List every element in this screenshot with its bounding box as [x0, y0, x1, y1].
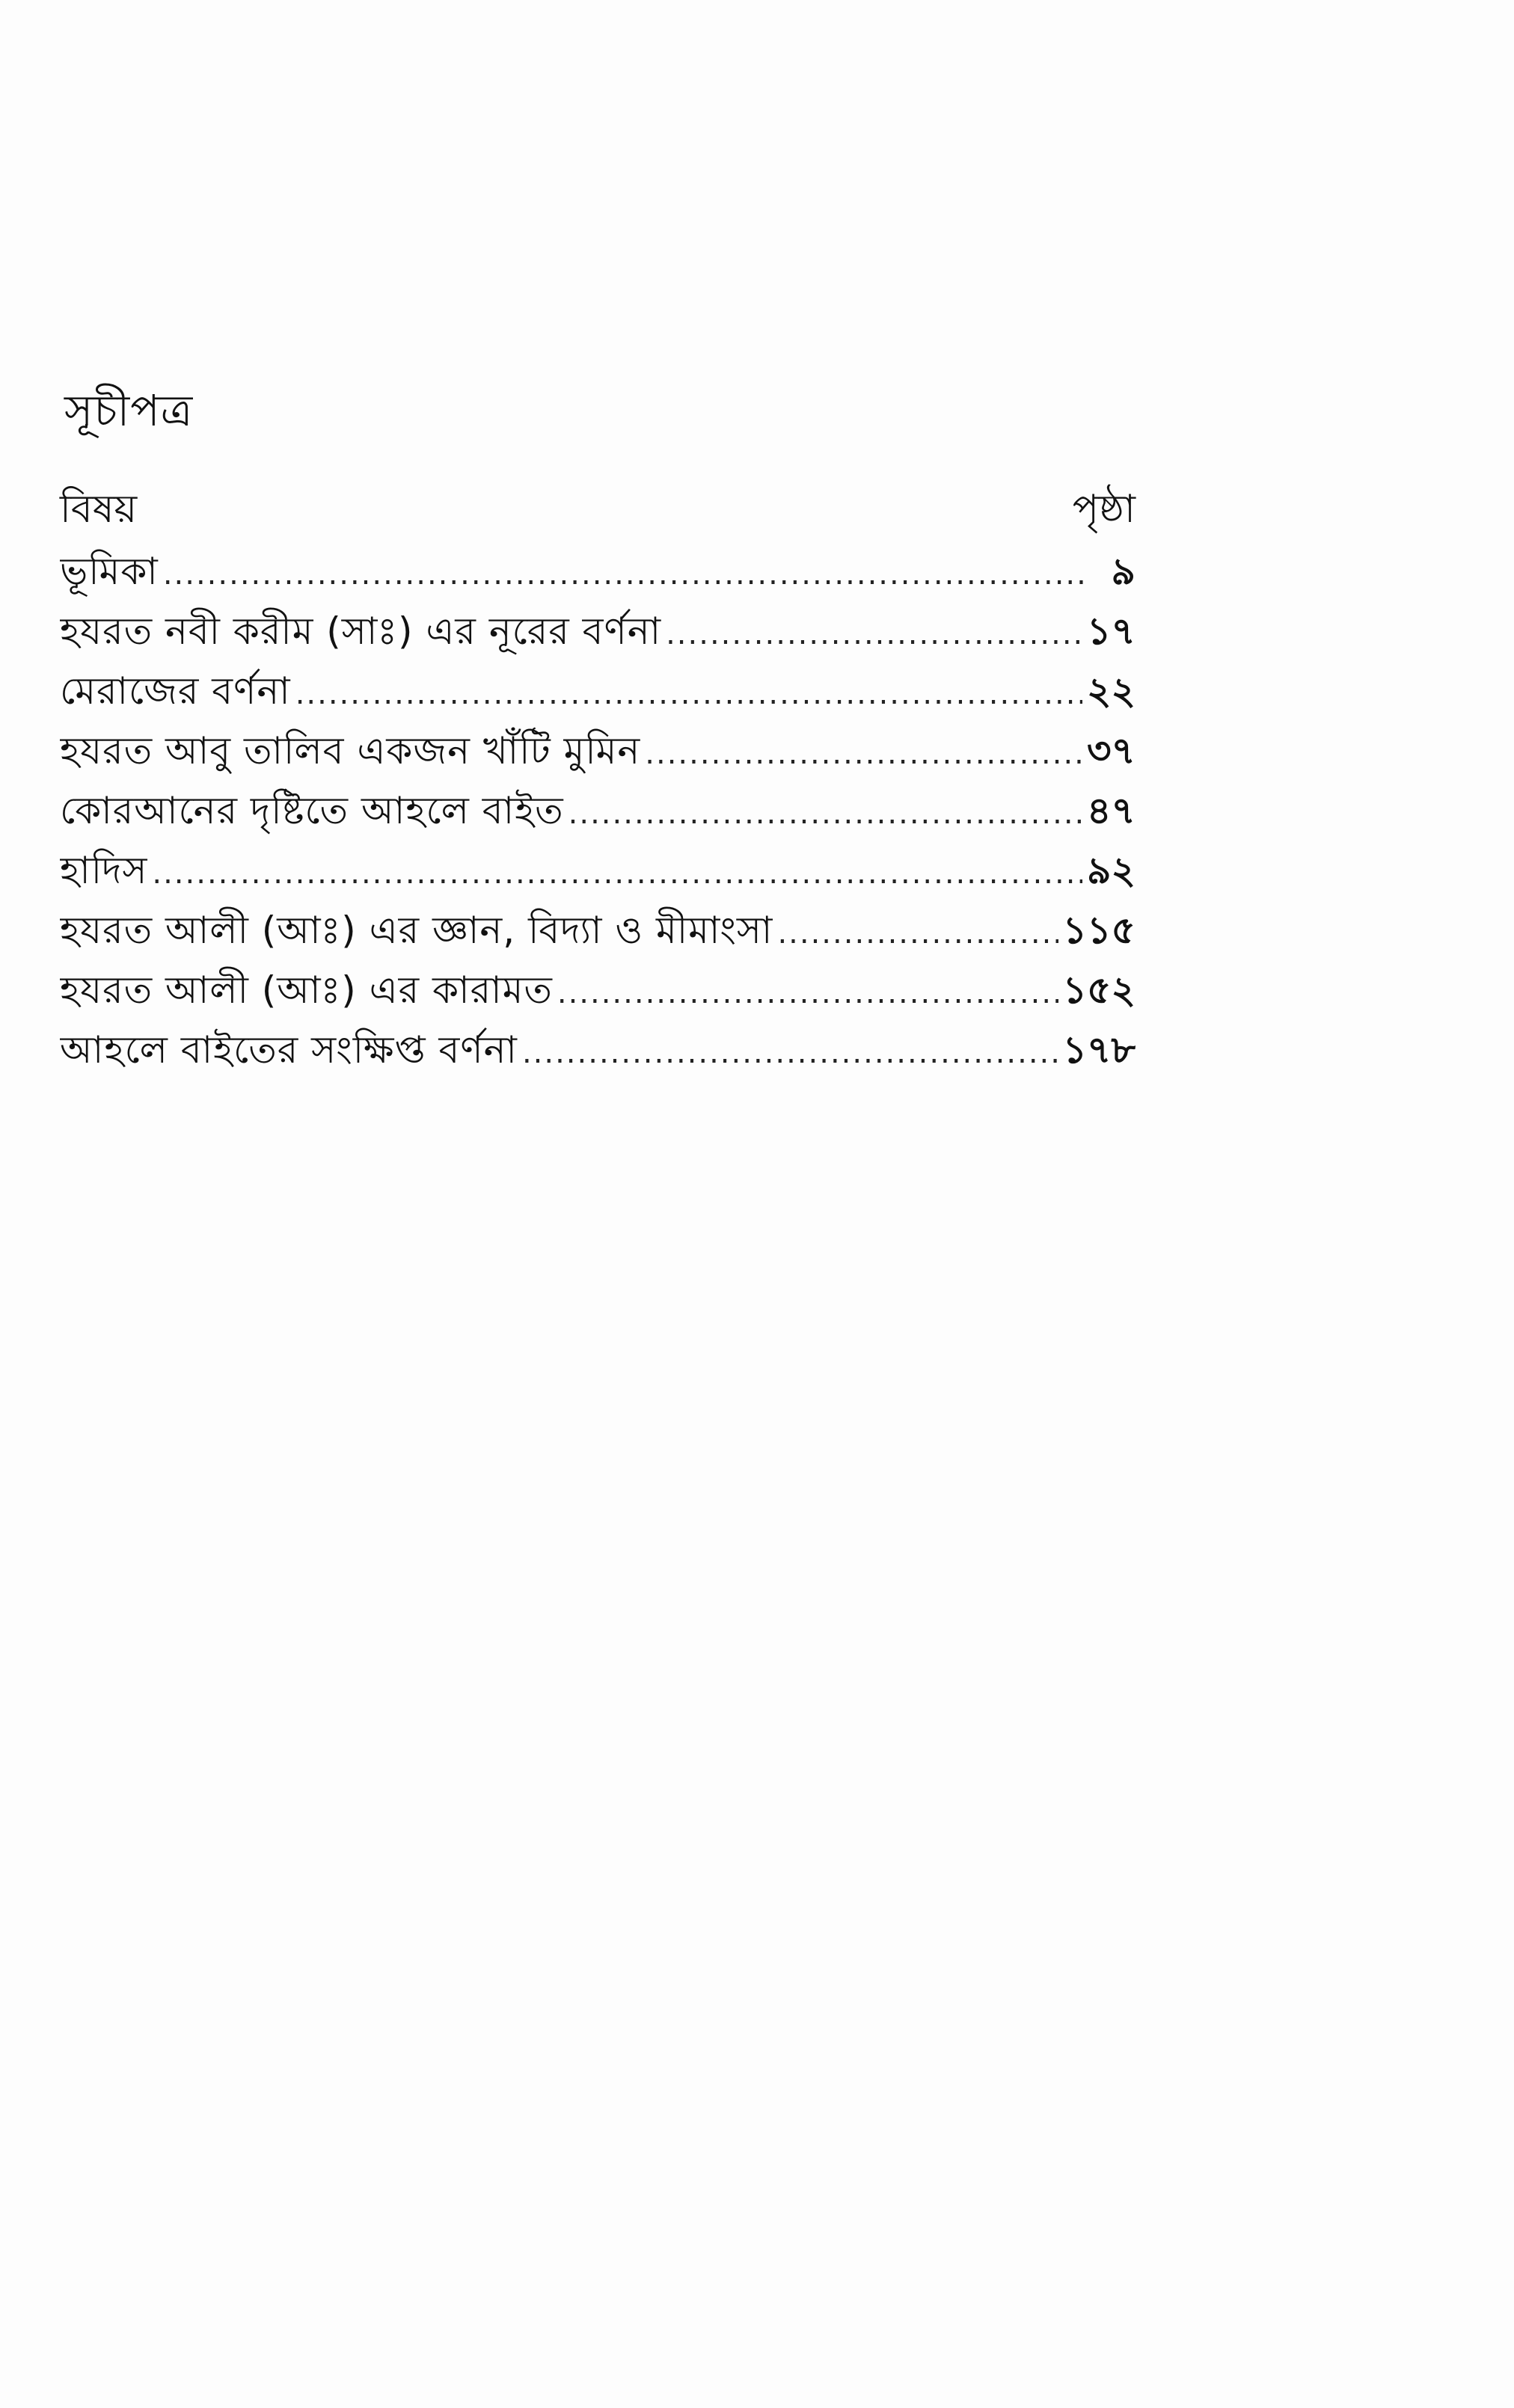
- dot-leader: [666, 604, 1082, 661]
- toc-entry-title: কোরআনের দৃষ্টিতে আহলে বাইত: [60, 789, 564, 832]
- toc-entry-page: ১৭৮: [1062, 1028, 1136, 1072]
- toc-entry-page: ১১৫: [1062, 909, 1136, 952]
- dot-leader: [645, 724, 1082, 781]
- toc-entry-title: হযরত আলী (আঃ) এর জ্ঞান, বিদ্যা ও মীমাংসা: [60, 909, 773, 952]
- toc-entry-hadith: [60, 841, 1136, 900]
- toc-header-page: পৃষ্ঠা: [1072, 487, 1136, 532]
- toc-entry-ahle-bait-summary: [60, 1020, 1136, 1080]
- toc-entry-title: হযরত আলী (আঃ) এর কারামত: [60, 968, 553, 1012]
- dot-leader: [777, 903, 1058, 960]
- dot-leader: [163, 544, 1086, 601]
- toc-entry-title: হাদিস: [60, 849, 148, 892]
- toc-entry-ali-karamat: [60, 960, 1136, 1020]
- toc-entry-page: ১৫২: [1062, 968, 1136, 1012]
- toc-title: সূচীপত্র: [64, 385, 194, 436]
- toc-entry-introduction: [60, 541, 1136, 601]
- toc-entry-title: মেরাজের বর্ণনা: [60, 669, 291, 713]
- toc-entry-ali-knowledge: [60, 900, 1136, 960]
- toc-entry-page: ১৭: [1087, 609, 1136, 653]
- toc-entry-title: ভূমিকা: [60, 550, 159, 593]
- toc-header-row: [60, 477, 1136, 541]
- toc-entry-page: ৪৭: [1087, 789, 1136, 832]
- toc-entry-page: ২২: [1086, 669, 1136, 713]
- toc-entry-nur: [60, 601, 1136, 661]
- dot-leader: [522, 1023, 1058, 1080]
- toc-header-subject: বিষয়: [60, 487, 138, 532]
- toc-entry-title: আহলে বাইতের সংক্ষিপ্ত বর্ণনা: [60, 1028, 518, 1072]
- toc-entry-abu-talib: [60, 721, 1136, 781]
- toc-list: [60, 541, 1136, 1080]
- dot-leader: [295, 664, 1082, 721]
- dot-leader: [152, 844, 1082, 900]
- dot-leader: [568, 784, 1082, 841]
- toc-entry-title: হযরত নবী করীম (সাঃ) এর নূরের বর্ণনা: [60, 609, 662, 653]
- toc-entry-title: হযরত আবু তালিব একজন খাঁটি মুমিন: [60, 729, 641, 773]
- toc-entry-meraj: [60, 661, 1136, 721]
- toc-entry-page: ৯২: [1087, 849, 1136, 892]
- toc-entry-ahle-bait-quran: [60, 781, 1136, 841]
- toc-entry-page: ৩৭: [1086, 729, 1136, 773]
- dot-leader: [557, 963, 1058, 1020]
- toc-entry-page: ৯: [1111, 550, 1136, 593]
